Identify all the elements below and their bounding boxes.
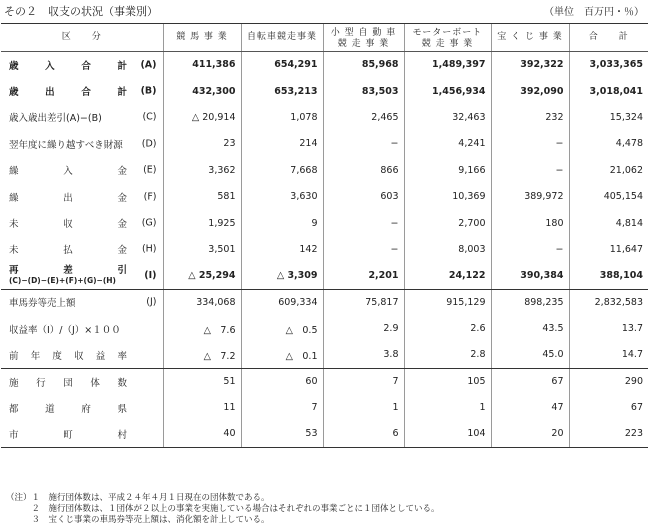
- value-cell: −: [323, 236, 404, 262]
- value-cell: 53: [241, 421, 323, 447]
- value-cell: 10,369: [404, 183, 491, 209]
- header-motorboat-line1: モーターボート: [412, 27, 483, 38]
- row-key: (D): [141, 138, 157, 150]
- table-row: [1, 210, 648, 236]
- value-cell: 3,362: [163, 157, 241, 183]
- value-cell: 2,700: [404, 210, 491, 236]
- value-cell: 653,213: [241, 78, 323, 104]
- unit-label: （単位 百万円・％）: [544, 7, 644, 18]
- value-cell: 24,122: [404, 263, 491, 289]
- value-cell: 2,201: [323, 263, 404, 289]
- table-row: [1, 183, 648, 209]
- value-cell: 1,925: [163, 210, 241, 236]
- footnote: （注）１ 施行団体数は、平成２４年４月１日現在の団体数である。: [6, 493, 270, 503]
- value-cell: 1: [323, 395, 404, 421]
- value-cell: 3,033,365: [569, 52, 648, 78]
- header-motorboat: [404, 24, 491, 52]
- row-label-cell: [1, 263, 163, 289]
- value-cell: 2.9: [323, 315, 404, 341]
- value-cell: 290: [569, 368, 648, 394]
- header-motorboat-line2: 競 走 事 業: [421, 38, 474, 49]
- row-label: 都道府県: [9, 403, 127, 415]
- value-cell: −: [323, 210, 404, 236]
- row-key: (I): [144, 269, 157, 281]
- row-label: 歳入歳出差引(A)−(B): [9, 113, 102, 125]
- value-cell: 609,334: [241, 289, 323, 315]
- row-label: 繰出金: [9, 192, 127, 204]
- value-cell: 1,456,934: [404, 78, 491, 104]
- value-cell: 223: [569, 421, 648, 447]
- value-cell: △ 20,914: [163, 104, 241, 130]
- value-cell: 6: [323, 421, 404, 447]
- value-cell: 142: [241, 236, 323, 262]
- value-cell: 104: [404, 421, 491, 447]
- value-cell: 23: [163, 131, 241, 157]
- table-row: [1, 236, 648, 262]
- value-cell: 603: [323, 183, 404, 209]
- page-title: その２ 収支の状況（事業別）: [4, 5, 158, 18]
- value-cell: 9: [241, 210, 323, 236]
- value-cell: 85,968: [323, 52, 404, 78]
- value-cell: 21,062: [569, 157, 648, 183]
- row-label: 施行団体数: [9, 377, 127, 389]
- value-cell: △ 25,294: [163, 263, 241, 289]
- value-cell: 180: [491, 210, 569, 236]
- row-label: 車馬券等売上額: [9, 298, 76, 310]
- table-row: [1, 315, 648, 341]
- header-total: 合 計: [569, 24, 648, 52]
- row-key: (J): [146, 296, 157, 308]
- row-sublabel: (C)−(D)−(E)+(F)+(G)−(H): [9, 276, 116, 286]
- value-cell: 3,501: [163, 236, 241, 262]
- row-label-cell: [1, 210, 163, 236]
- row-label: 前年度収益率: [9, 350, 127, 362]
- row-label-cell: [1, 421, 163, 447]
- row-label-cell: [1, 289, 163, 315]
- value-cell: 11,647: [569, 236, 648, 262]
- row-key: (H): [141, 243, 157, 255]
- value-cell: 83,503: [323, 78, 404, 104]
- row-label: 市町村: [9, 429, 127, 441]
- value-cell: 7: [241, 395, 323, 421]
- row-key: (G): [141, 217, 157, 229]
- value-cell: 390,384: [491, 263, 569, 289]
- header-category: 区 分: [1, 24, 163, 52]
- header-jitensha: 自転車競走事業: [241, 24, 323, 52]
- value-cell: 2,465: [323, 104, 404, 130]
- header-kogata: [323, 24, 404, 52]
- row-label-cell: [1, 157, 163, 183]
- value-cell: 45.0: [491, 342, 569, 368]
- row-label: 繰入金: [9, 166, 127, 178]
- revenue-expenditure-table: [1, 23, 648, 448]
- value-cell: 67: [569, 395, 648, 421]
- value-cell: −: [491, 236, 569, 262]
- value-cell: 11: [163, 395, 241, 421]
- row-key: (A): [140, 59, 157, 71]
- value-cell: 866: [323, 157, 404, 183]
- table-row: [1, 52, 648, 78]
- table-row: [1, 368, 648, 394]
- value-cell: 581: [163, 183, 241, 209]
- value-cell: 1,078: [241, 104, 323, 130]
- table-row: [1, 104, 648, 130]
- value-cell: 1: [404, 395, 491, 421]
- value-cell: 20: [491, 421, 569, 447]
- value-cell: 392,322: [491, 52, 569, 78]
- value-cell: 13.7: [569, 315, 648, 341]
- value-cell: 47: [491, 395, 569, 421]
- value-cell: 7: [323, 368, 404, 394]
- header-kogata-line2: 競 走 事 業: [337, 38, 390, 49]
- value-cell: 60: [241, 368, 323, 394]
- row-label-cell: [1, 52, 163, 78]
- table-row: [1, 289, 648, 315]
- row-label: 収益率（I）/（J）×１００: [9, 324, 121, 336]
- value-cell: 7,668: [241, 157, 323, 183]
- row-label: 未収金: [9, 219, 127, 231]
- table-row: [1, 395, 648, 421]
- value-cell: 411,386: [163, 52, 241, 78]
- row-key: (F): [143, 191, 157, 203]
- row-key: (C): [142, 111, 157, 123]
- value-cell: 40: [163, 421, 241, 447]
- value-cell: 388,104: [569, 263, 648, 289]
- value-cell: 15,324: [569, 104, 648, 130]
- row-label-cell: [1, 368, 163, 394]
- value-cell: 334,068: [163, 289, 241, 315]
- row-key: (B): [140, 85, 157, 97]
- value-cell: 389,972: [491, 183, 569, 209]
- value-cell: 4,478: [569, 131, 648, 157]
- value-cell: 105: [404, 368, 491, 394]
- value-cell: −: [491, 157, 569, 183]
- table-row: [1, 421, 648, 447]
- header-keiba: 競 馬 事 業: [163, 24, 241, 52]
- row-label-cell: [1, 183, 163, 209]
- row-label: 未払金: [9, 245, 127, 257]
- value-cell: 3,630: [241, 183, 323, 209]
- value-cell: 915,129: [404, 289, 491, 315]
- table-row: [1, 263, 648, 289]
- value-cell: 214: [241, 131, 323, 157]
- value-cell: △ 7.6: [163, 315, 241, 341]
- value-cell: 432,300: [163, 78, 241, 104]
- value-cell: 32,463: [404, 104, 491, 130]
- value-cell: −: [491, 131, 569, 157]
- header-row: [1, 24, 648, 52]
- header-takarakuji: 宝 く じ 事 業: [491, 24, 569, 52]
- row-label-cell: [1, 131, 163, 157]
- value-cell: △ 7.2: [163, 342, 241, 368]
- footnote: ３ 宝くじ事業の車馬券等売上額は、消化額を計上している。: [6, 515, 270, 525]
- value-cell: 2,832,583: [569, 289, 648, 315]
- value-cell: −: [323, 131, 404, 157]
- footnotes: [6, 493, 440, 526]
- value-cell: 654,291: [241, 52, 323, 78]
- table-row: [1, 131, 648, 157]
- row-label: 再差引: [9, 265, 127, 277]
- row-label: 歳入合計: [9, 60, 127, 72]
- value-cell: 75,817: [323, 289, 404, 315]
- row-label-cell: [1, 315, 163, 341]
- value-cell: 3,018,041: [569, 78, 648, 104]
- row-label-cell: [1, 342, 163, 368]
- value-cell: △ 0.5: [241, 315, 323, 341]
- value-cell: 14.7: [569, 342, 648, 368]
- value-cell: 405,154: [569, 183, 648, 209]
- value-cell: 9,166: [404, 157, 491, 183]
- table-row: [1, 342, 648, 368]
- row-key: (E): [143, 164, 157, 176]
- value-cell: △ 3,309: [241, 263, 323, 289]
- value-cell: 67: [491, 368, 569, 394]
- table-row: [1, 78, 648, 104]
- table-body: [1, 52, 648, 448]
- value-cell: △ 0.1: [241, 342, 323, 368]
- table-row: [1, 157, 648, 183]
- value-cell: 51: [163, 368, 241, 394]
- footnote: ２ 施行団体数は、１団体が２以上の事業を実施している場合はそれぞれの事業ごとに１団体としている。: [6, 504, 440, 514]
- row-label: 翌年度に繰り越すべき財源: [9, 139, 123, 151]
- value-cell: 898,235: [491, 289, 569, 315]
- value-cell: 2.6: [404, 315, 491, 341]
- row-label-cell: [1, 78, 163, 104]
- row-label-cell: [1, 104, 163, 130]
- value-cell: 392,090: [491, 78, 569, 104]
- value-cell: 3.8: [323, 342, 404, 368]
- value-cell: 1,489,397: [404, 52, 491, 78]
- value-cell: 4,814: [569, 210, 648, 236]
- value-cell: 2.8: [404, 342, 491, 368]
- row-label-cell: [1, 395, 163, 421]
- value-cell: 43.5: [491, 315, 569, 341]
- value-cell: 8,003: [404, 236, 491, 262]
- value-cell: 4,241: [404, 131, 491, 157]
- row-label-cell: [1, 236, 163, 262]
- value-cell: 232: [491, 104, 569, 130]
- header-kogata-line1: 小 型 自 動 車: [330, 27, 397, 38]
- row-label: 歳出合計: [9, 87, 127, 99]
